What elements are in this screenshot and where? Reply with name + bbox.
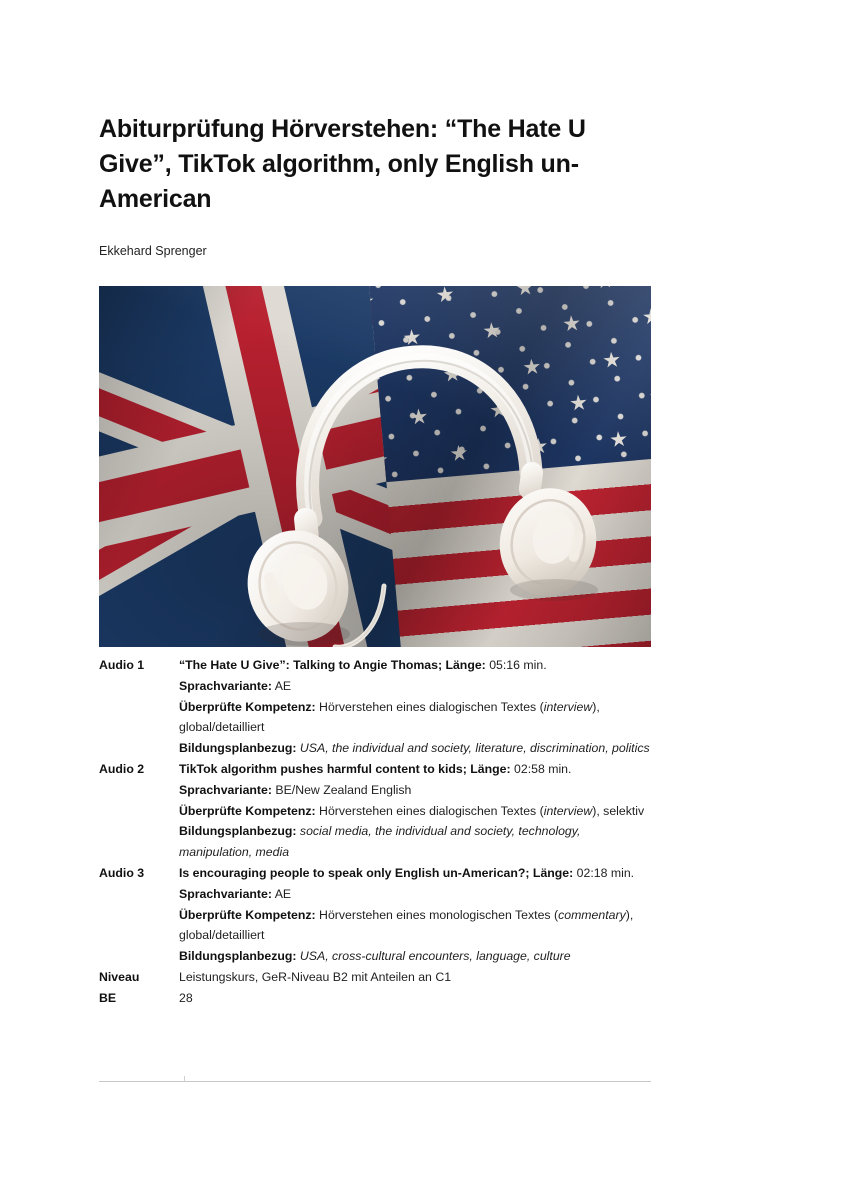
row-label: Audio 2 [99,761,145,776]
row-body [179,655,651,759]
row-body [179,759,651,863]
row-label: Audio 3 [99,865,145,880]
spec-line-bildungsplanbezug: Bildungsplanbezug: social media, the individual and society, technology, manipulation, media [179,824,581,860]
hero-image [99,286,651,647]
table-row [99,759,651,863]
us-canton [368,286,651,485]
spec-line-title: Is encouraging people to speak only English un-American?; Länge: 02:18 min. [179,865,635,880]
row-body [179,967,651,988]
spec-line-kompetenz: Überprüfte Kompetenz: Hörverstehen eines dialogischen Textes (interview), global/detailliert [179,699,600,735]
table-column-divider-tick [184,1076,185,1082]
table-row [99,988,651,1009]
spec-line-kompetenz: Überprüfte Kompetenz: Hörverstehen eines monologischen Textes (commentary), global/detailliert [179,907,634,943]
spec-line-title: “The Hate U Give”: Talking to Angie Thomas; Länge: 05:16 min. [179,658,547,672]
spec-line-sprachvariante: Sprachvariante: AE [179,886,292,901]
spec-line-kompetenz: Überprüfte Kompetenz: Hörverstehen eines dialogischen Textes (interview), selektiv [179,803,645,818]
page-title: Abiturprüfung Hörverstehen: “The Hate U Give”, TikTok algorithm, only English un-American [99,115,586,213]
united-states-flag [368,286,651,647]
table-row [99,655,651,759]
row-label: Audio 1 [99,658,145,672]
spec-line-title: TikTok algorithm pushes harmful content to kids; Länge: 02:58 min. [179,761,572,776]
spec-line-bildungsplanbezug: Bildungsplanbezug: USA, the individual and society, literature, discrimination, politics [179,741,650,756]
row-body [179,863,651,967]
table-row [99,967,651,988]
spec-line-sprachvariante: Sprachvariante: AE [179,678,292,693]
flags-photo [99,286,651,647]
table-row [99,863,651,967]
spec-line-sprachvariante: Sprachvariante: BE/New Zealand English [179,782,412,797]
row-body [179,988,651,1009]
us-stars [368,286,651,485]
table-bottom-rule [99,1081,651,1082]
spec-line-niveau: Leistungskurs, GeR-Niveau B2 mit Anteilen an C1 [179,969,452,984]
row-label: BE [99,990,117,1005]
row-label: Niveau [99,969,140,984]
author-name: Ekkehard Sprenger [99,244,207,258]
document-header [99,112,651,647]
audio-spec-table [99,655,651,1009]
spec-line-bildungsplanbezug: Bildungsplanbezug: USA, cross-cultural encounters, language, culture [179,949,571,964]
spec-line-be: 28 [179,990,193,1005]
